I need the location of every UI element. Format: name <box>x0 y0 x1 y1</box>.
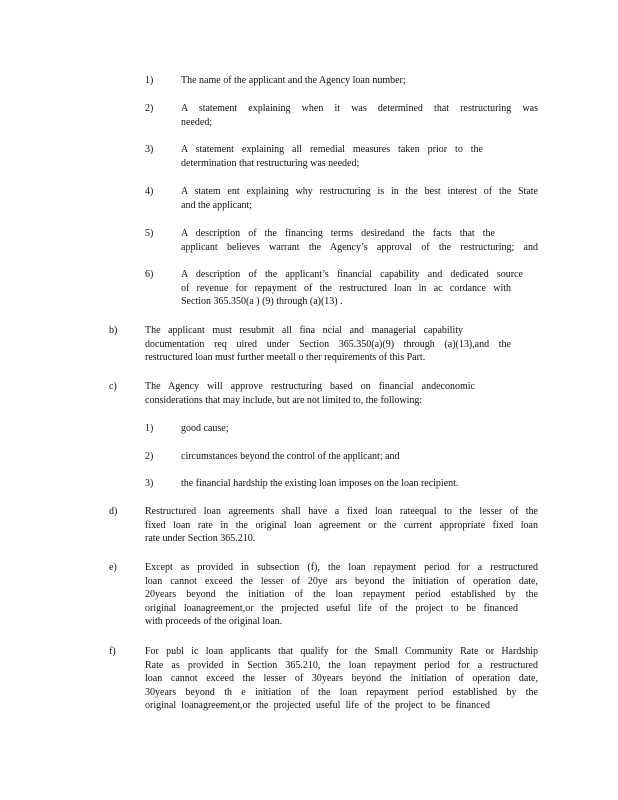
list-item-text: and the applicant; <box>181 199 253 211</box>
section-text: Except as provided in subsection (f), the loan repayment period for a restructured <box>145 562 538 573</box>
list-item-text: circumstances beyond the control of the applicant; and <box>181 451 400 462</box>
section-text: The applicant must resubmit all fina ncial and managerial capability <box>145 325 463 336</box>
section-text: restructured loan must further meetall o ther requirements of this Part. <box>145 352 426 363</box>
list-item-text: A description of the financing terms desiredand the facts that the <box>181 228 495 239</box>
list-item-text: good cause; <box>181 423 229 434</box>
list-item-text: Section 365.350(a ) (9) through (a)(13) . <box>181 296 343 307</box>
section-label: f) <box>109 646 116 657</box>
section-label: d) <box>109 506 118 517</box>
list-item-text: A statem ent explaining why restructuring is in the best interest of the State <box>181 186 538 197</box>
list-item-number: 3) <box>145 144 154 155</box>
section-text: rate under Section 365.210. <box>145 533 256 544</box>
list-item-number: 2) <box>145 451 154 462</box>
list-item-text: the financial hardship the existing loan imposes on the loan recipient. <box>181 478 459 489</box>
section-text: For publ ic loan applicants that qualify for the Small Community Rate or Hardship <box>145 646 538 657</box>
section-text: with proceeds of the original loan. <box>145 616 283 627</box>
section-text: original loanagreement,or the projected useful life of the project to be financed <box>145 602 518 614</box>
list-item-number: 6) <box>145 269 154 280</box>
list-item-number: 4) <box>145 186 154 197</box>
list-item-text: A statement explaining all remedial measures taken prior to the <box>181 144 483 155</box>
section-text: Rate as provided in Section 365.210, the loan repayment period for a restructured <box>145 659 538 671</box>
list-item-text: A statement explaining when it was determined that restructuring was <box>181 103 538 114</box>
section-text: original loanagreement,or the projected useful life of the project to be financed <box>145 700 490 711</box>
section-label: e) <box>109 562 117 573</box>
section-label: b) <box>109 325 118 336</box>
section-text: 20years beyond the initiation of the loan repayment period established by the <box>145 589 538 600</box>
section-text: 30years beyond th e initiation of the loan repayment period established by the <box>145 686 538 698</box>
section-text: considerations that may include, but are not limited to, the following: <box>145 394 423 406</box>
section-label: c) <box>109 381 117 392</box>
list-item-text: The name of the applicant and the Agency loan number; <box>181 75 406 86</box>
section-text: loan cannot exceed the lesser of 30years beyond the initiation of operation date, <box>145 673 538 684</box>
list-item-number: 1) <box>145 75 154 86</box>
list-item-text: of revenue for repayment of the restructured loan in ac cordance with <box>181 282 511 294</box>
list-item-text: applicant believes warrant the Agency’s approval of the restructuring; and <box>181 241 538 253</box>
section-text: documentation req uired under Section 365.350(a)(9) through (a)(13),and the <box>145 338 511 350</box>
section-text: The Agency will approve restructuring based on financial andeconomic <box>145 381 475 392</box>
section-text: fixed loan rate in the original loan agreement or the current appropriate fixed loan <box>145 519 538 531</box>
list-item-text: determination that restructuring was needed; <box>181 157 360 169</box>
list-item-text: A description of the applicant’s financial capability and dedicated source <box>181 269 523 280</box>
list-item-number: 1) <box>145 423 154 434</box>
list-item-number: 3) <box>145 478 154 489</box>
list-item-number: 5) <box>145 228 154 239</box>
list-item-text: needed; <box>181 116 213 128</box>
list-item-number: 2) <box>145 103 154 114</box>
section-text: Restructured loan agreements shall have a fixed loan rateequal to the lesser of the <box>145 506 538 517</box>
section-text: loan cannot exceed the lesser of 20ye ars beyond the initiation of operation date, <box>145 575 538 587</box>
